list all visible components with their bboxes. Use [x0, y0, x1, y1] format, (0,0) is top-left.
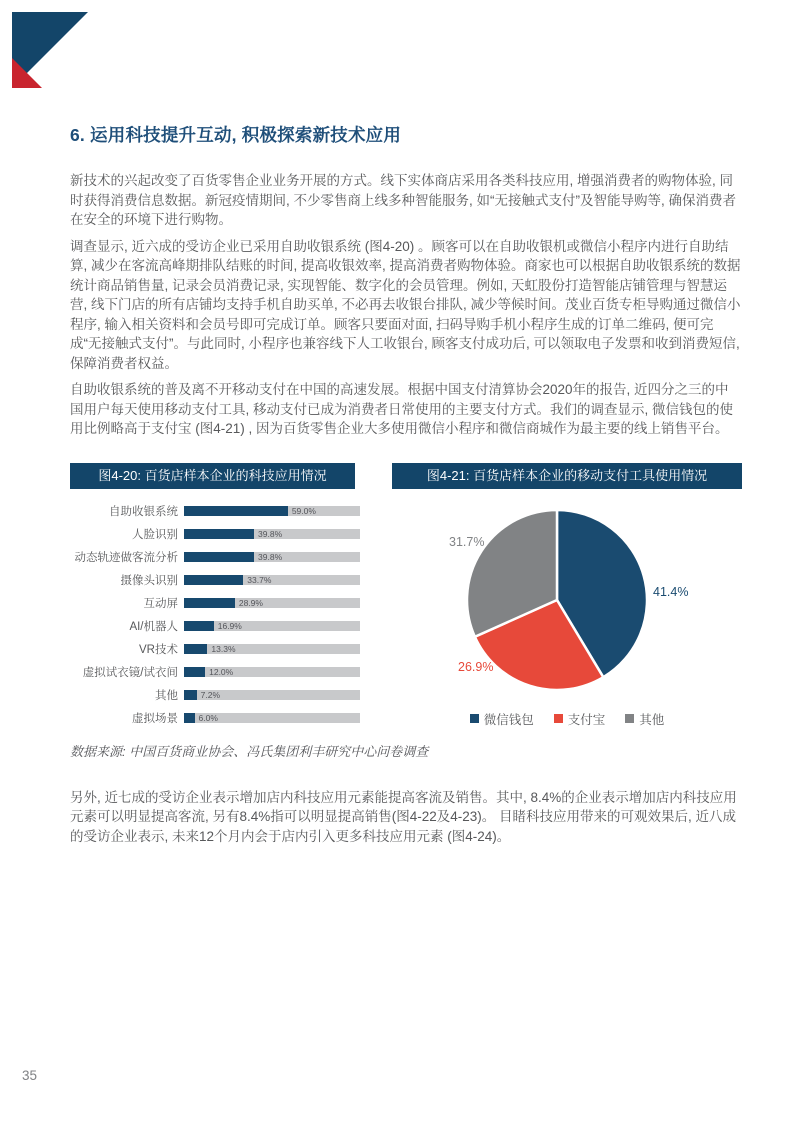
bar-fill	[184, 621, 214, 631]
bar-value-label: 13.3%	[211, 644, 236, 654]
bar-fill	[184, 713, 195, 723]
bar-track	[184, 667, 360, 677]
bar-row	[70, 661, 366, 684]
bar-track	[184, 575, 360, 585]
bar-row	[70, 523, 366, 546]
bar-category-label: VR技术	[139, 644, 178, 656]
data-source-note: 数据来源: 中国百货商业协会、冯氏集团利丰研究中心问卷调查	[70, 743, 429, 759]
page-number: 35	[22, 1068, 38, 1083]
bar-value-label: 12.0%	[209, 667, 234, 677]
bar-row	[70, 615, 366, 638]
bar-category-label: 自助收银系统	[109, 506, 178, 518]
bar-track	[184, 552, 360, 562]
bar-value-label: 6.0%	[198, 713, 218, 723]
bar-category-label: 摄像头识别	[120, 575, 178, 587]
bar-row	[70, 546, 366, 569]
legend-label: 微信钱包	[483, 712, 534, 727]
legend-label: 支付宝	[567, 712, 606, 727]
bar-track	[184, 621, 360, 631]
bar-fill	[184, 690, 197, 700]
legend-swatch-icon	[554, 714, 563, 723]
section-heading: 6. 运用科技提升互动, 积极探索新技术应用	[70, 125, 402, 145]
figure-4-21-title: 图4-21: 百货店样本企业的移动支付工具使用情况	[392, 463, 742, 489]
bar-category-label: 虚拟试衣镜/试衣间	[82, 667, 178, 679]
bar-category-label: 人脸识别	[132, 529, 178, 541]
bar-fill	[184, 575, 243, 585]
bar-fill	[184, 598, 235, 608]
bar-row	[70, 569, 366, 592]
bar-value-label: 33.7%	[247, 575, 272, 585]
paragraph-4: 另外, 近七成的受访企业表示增加店内科技应用元素能提高客流及销售。其中, 8.4%的企业表示增加店内科技应用元素可以明显提高客流, 另有8.4%指可以明显提高销售(图4-22及4-23)。 目睹科技应用带来的可观效果后, 近八成的受访企业表示, 未来12个月内会于店内引入更多科技应用元素 (图4-24)。	[70, 789, 737, 844]
bar-row	[70, 684, 366, 707]
bar-track	[184, 506, 360, 516]
legend-item	[554, 710, 606, 728]
bar-row	[70, 592, 366, 615]
bar-track	[184, 713, 360, 723]
bar-chart	[70, 500, 366, 730]
bar-category-label: 互动屏	[143, 598, 178, 610]
bar-track	[184, 529, 360, 539]
paragraph-1: 新技术的兴起改变了百货零售企业业务开展的方式。线下实体商店采用各类科技应用, 增强消费者的购物体验, 同时获得消费信息数据。新冠疫情期间, 不少零售商上线多种智能服务, 如“无接触式支付”及智能导购等, 确保消费者在安全的环境下进行购物。	[70, 173, 736, 227]
pie-legend	[392, 710, 742, 728]
bar-category-label: 其他	[155, 690, 178, 702]
bar-track	[184, 598, 360, 608]
bar-category-label: AI/机器人	[129, 621, 178, 633]
bar-value-label: 59.0%	[291, 506, 316, 516]
legend-item	[470, 710, 534, 728]
figure-4-21	[392, 463, 742, 729]
bar-fill	[184, 644, 207, 654]
bar-category-label: 虚拟场景	[132, 713, 178, 725]
bar-value-label: 16.9%	[217, 621, 242, 631]
bar-row	[70, 500, 366, 523]
legend-swatch-icon	[625, 714, 634, 723]
bar-fill	[184, 506, 288, 516]
bar-value-label: 39.8%	[258, 552, 283, 562]
paragraph-2: 调查显示, 近六成的受访企业已采用自助收银系统 (图4-20) 。顾客可以在自助收银机或微信小程序内进行自助结算, 减少在客流高峰期排队结账的时间, 提高收银效率, 提高消费者购物体验。商家也可以根据自助收银系统的数据统计商品销售量, 记录会员消费记录, 实现智能、数字化的会员管理。例如, 天虹股份打造智能店铺管理与智慧运营, 线下门店的所有店铺均支持手机自助买单, 不必再去收银台排队, 减少等候时间。茂业百货专柜导购通过微信小程序, 输入相关资料和会员号即可完成订单。顾客只要面对面, 扫码导购手机小程序生成的订单二维码, 便可完成“无接触式支付”。与此同时, 小程序也兼容线下人工收银台, 顾客支付成功后, 可以领取电子发票和收到消费短信, 保障消费者权益。	[70, 238, 741, 371]
pie-label-alipay: 26.9%	[458, 659, 494, 674]
pie-label-other: 31.7%	[449, 534, 485, 549]
bar-value-label: 39.8%	[258, 529, 283, 539]
page-content	[70, 122, 742, 853]
figure-4-20-title: 图4-20: 百货店样本企业的科技应用情况	[70, 463, 355, 489]
bar-fill	[184, 552, 254, 562]
figure-4-20	[70, 463, 355, 729]
bar-value-label: 7.2%	[200, 690, 221, 700]
bar-value-label: 28.9%	[238, 598, 263, 608]
legend-swatch-icon	[470, 714, 479, 723]
bar-fill	[184, 667, 205, 677]
paragraph-3: 自助收银系统的普及离不开移动支付在中国的高速发展。根据中国支付清算协会2020年的报告, 近四分之三的中国用户每天使用移动支付工具, 移动支付已成为消费者日常使用的主要支付方式。我们的调查显示, 微信钱包的使用比例略高于支付宝 (图4-21) , 因为百货零售企业大多使用微信小程序和微信商城作为最主要的线上销售平台。	[70, 382, 734, 436]
figures-row	[70, 463, 742, 729]
legend-item	[625, 710, 664, 728]
corner-decoration	[0, 0, 100, 100]
bar-track	[184, 644, 360, 654]
legend-label: 其他	[639, 712, 665, 727]
bar-row	[70, 638, 366, 661]
pie-label-wechat-wallet: 41.4%	[653, 584, 689, 599]
bar-track	[184, 690, 360, 700]
bar-category-label: 动态轨迹做客流分析	[74, 552, 178, 564]
bar-row	[70, 707, 366, 730]
bar-fill	[184, 529, 254, 539]
pie-chart	[392, 489, 742, 729]
